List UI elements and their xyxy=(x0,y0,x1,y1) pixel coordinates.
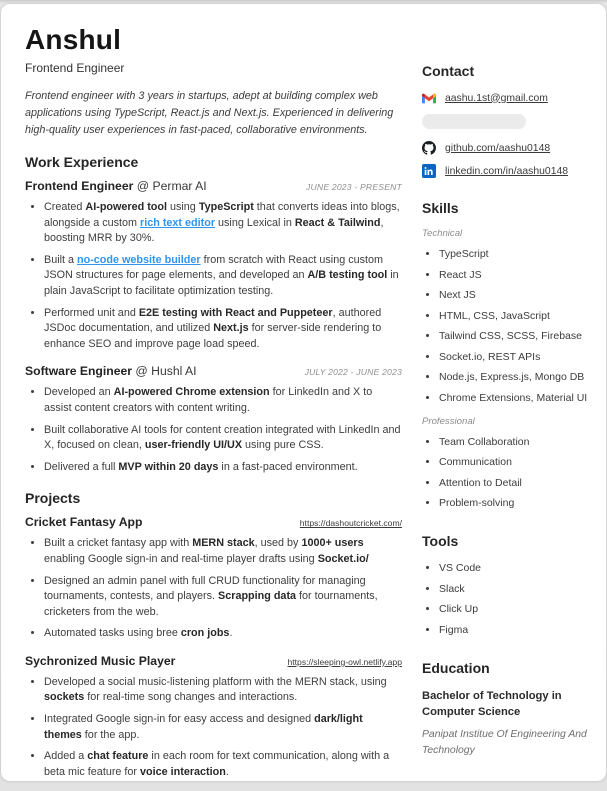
job-role: Software Engineer xyxy=(25,364,133,379)
sidebar xyxy=(422,22,590,773)
bullet-item xyxy=(44,385,402,416)
skill-item: • HTML, CSS, JavaScript xyxy=(439,310,590,322)
tool-item: • Figma xyxy=(439,624,590,636)
text-segment: for the app. xyxy=(81,728,140,741)
text-segment: Performed unit and xyxy=(44,306,139,319)
text-segment: voice interaction xyxy=(140,765,226,778)
bullet-item xyxy=(44,536,402,567)
text-segment: Integrated Google sign-in for easy access and designed xyxy=(44,713,315,726)
contact-heading: Contact xyxy=(422,63,475,79)
inline-link[interactable]: rich text editor xyxy=(140,216,216,229)
bullet-item xyxy=(44,749,402,780)
text-segment: user-friendly UI/UX xyxy=(144,439,243,452)
project-entry xyxy=(25,515,402,642)
contact-link[interactable]: github.com/aashu0148 xyxy=(445,142,551,154)
text-segment: Created xyxy=(44,201,86,213)
project-bullets xyxy=(25,536,402,642)
tool-item: • Slack xyxy=(439,583,590,595)
text-segment: TypeScript xyxy=(198,201,254,213)
text-segment: using Lexical in xyxy=(215,216,295,229)
skill-item: • TypeScript xyxy=(439,248,590,260)
text-segment: Delivered a full xyxy=(44,460,119,473)
candidate-name: Anshul xyxy=(25,24,122,55)
text-segment: MERN stack xyxy=(192,537,255,550)
project-name: Cricket Fantasy App xyxy=(25,515,143,530)
text-segment: Automated tasks using bree xyxy=(44,627,181,640)
project-bullets xyxy=(25,675,402,781)
text-segment: , authored JSDoc documentation, and utilized xyxy=(44,306,382,335)
job-company: @ Hushl AI xyxy=(132,364,197,379)
project-entry xyxy=(25,654,402,781)
text-segment: for real-time song changes and interactions. xyxy=(84,691,298,704)
contact-link[interactable]: linkedin.com/in/aashu0148 xyxy=(445,165,569,177)
skill-item: • Node.js, Express.js, Mongo DB xyxy=(439,371,590,383)
work-entries xyxy=(25,179,402,475)
main-column xyxy=(25,22,402,778)
bullet-item xyxy=(44,200,402,247)
text-segment: . xyxy=(229,627,233,640)
skills-list xyxy=(422,248,590,404)
skill-item: • Socket.io, REST APIs xyxy=(439,351,590,363)
projects-heading: Projects xyxy=(25,490,81,507)
job-entry xyxy=(25,179,402,352)
bullet-item xyxy=(44,253,402,300)
text-segment: A/B testing tool xyxy=(307,269,388,282)
text-segment: Built a cricket fantasy app with xyxy=(44,537,193,550)
project-entries xyxy=(25,515,402,780)
text-segment: enabling Google sign-in and real-time player drafts using xyxy=(44,552,318,565)
skill-item: • Problem-solving xyxy=(439,497,590,509)
contact-link[interactable]: aashu.1st@gmail.com xyxy=(445,92,548,104)
tool-item: • VS Code xyxy=(439,562,590,574)
contact-item xyxy=(422,141,590,155)
text-segment: Scrapping data xyxy=(218,590,297,603)
education-degree: Bachelor of Technology in Computer Science xyxy=(422,689,562,718)
gmail-icon xyxy=(422,91,436,105)
tools-list xyxy=(422,562,590,636)
bullet-item xyxy=(44,460,402,476)
text-segment: dark/light themes xyxy=(44,713,363,741)
text-segment: for server-side rendering to enhance SEO and improve page load speed. xyxy=(44,322,382,350)
text-segment: from scratch with React using custom JSON structures for page elements, and developed an xyxy=(44,253,384,282)
text-segment: Built collaborative AI tools for content creation integrated with LinkedIn and X, focused on clean, xyxy=(44,423,401,452)
job-company: @ Permar AI xyxy=(133,179,207,193)
redacted-phone xyxy=(422,114,526,129)
text-segment: MVP within 20 days xyxy=(118,460,219,473)
text-segment: Added a xyxy=(44,750,88,763)
text-segment: in plain JavaScript to facilitate optimization testing. xyxy=(44,269,399,297)
text-segment: Socket.io/ xyxy=(317,552,369,565)
contact-item xyxy=(422,91,590,105)
project-header xyxy=(25,515,402,529)
skill-item: • Attention to Detail xyxy=(439,477,590,489)
text-segment: 1000+ users xyxy=(301,537,364,550)
summary-text: Frontend engineer with 3 years in startups, adept at building complex web applications using TypeScript, React.js and Next.js. Experienced in delivering high-quality user experiences in fast-paced, collaborative environments. xyxy=(25,90,394,136)
text-segment: AI-powered Chrome extension xyxy=(113,386,270,399)
text-segment: that converts ideas into blogs, alongside a custom xyxy=(44,201,400,229)
skill-item: • Chrome Extensions, Material UI xyxy=(439,392,590,404)
work-experience-heading: Work Experience xyxy=(25,154,139,170)
project-link[interactable]: https://sleeping-owl.netlify.app xyxy=(287,656,402,667)
text-segment: chat feature xyxy=(87,750,149,763)
job-role: Frontend Engineer xyxy=(25,179,134,193)
text-segment: in each room for text communication, along with a beta mic feature for xyxy=(44,750,390,778)
candidate-title: Frontend Engineer xyxy=(25,61,125,75)
education-school: Panipat Institue Of Engineering And Technology xyxy=(422,728,587,756)
job-dates: JULY 2022 - JUNE 2023 xyxy=(304,367,402,378)
text-segment: in a fast-paced environment. xyxy=(218,460,358,473)
text-segment: React & Tailwind xyxy=(294,216,381,229)
bullet-item xyxy=(44,675,402,706)
text-segment: Developed a social music-listening platform with the MERN stack, using xyxy=(44,675,387,688)
resume-page xyxy=(1,4,606,781)
bullet-item xyxy=(44,306,402,353)
skill-item: • Communication xyxy=(439,456,590,468)
skills-list xyxy=(422,436,590,510)
text-segment: E2E testing with React and Puppeteer xyxy=(138,306,333,319)
text-segment: using pure CSS. xyxy=(242,439,324,452)
skill-item: • React JS xyxy=(439,269,590,281)
skills-groups xyxy=(422,228,590,509)
text-segment: , used by xyxy=(254,537,302,550)
job-bullets xyxy=(25,200,402,352)
text-segment: . xyxy=(225,765,229,778)
skill-item: • Tailwind CSS, SCSS, Firebase xyxy=(439,330,590,342)
job-entry xyxy=(25,364,402,475)
text-segment: Developed an xyxy=(44,386,114,399)
job-dates: JUNE 2023 - PRESENT xyxy=(306,182,402,192)
bullet-item xyxy=(44,574,402,621)
job-header xyxy=(25,364,402,378)
text-segment: Next.js xyxy=(213,322,249,335)
text-segment: , boosting MRR by 30%. xyxy=(44,216,384,245)
project-link[interactable]: https://dashoutcricket.com/ xyxy=(299,518,402,529)
bullet-item xyxy=(44,712,402,743)
text-segment: using xyxy=(167,201,199,213)
job-header xyxy=(25,179,402,193)
skills-group-label: Professional xyxy=(422,415,475,427)
project-name: Sychronized Music Player xyxy=(25,653,176,668)
text-segment: Built a xyxy=(44,253,78,266)
tool-item: • Click Up xyxy=(439,603,590,615)
contact-item xyxy=(422,164,590,178)
skill-item: • Team Collaboration xyxy=(439,436,590,448)
text-segment: for LinkedIn and X to assist content creators with content writing. xyxy=(44,386,373,414)
bullet-item xyxy=(44,423,402,454)
job-bullets xyxy=(25,385,402,475)
skills-group-label: Technical xyxy=(422,228,463,239)
skills-heading: Skills xyxy=(422,200,459,216)
project-header xyxy=(25,654,402,668)
text-segment: AI-powered tool xyxy=(85,201,167,213)
bullet-item xyxy=(44,626,402,642)
inline-link[interactable]: no-code website builder xyxy=(77,253,201,266)
text-segment: Designed an admin panel with full CRUD functionality for managing tournaments, contests, and players. xyxy=(44,574,366,603)
tools-heading: Tools xyxy=(422,533,459,549)
github-icon xyxy=(422,141,436,155)
text-segment: sockets xyxy=(44,691,85,704)
education-heading: Education xyxy=(422,659,490,676)
skill-item: • Next JS xyxy=(439,289,590,301)
linkedin-icon xyxy=(422,164,436,178)
text-segment: for tournaments, cricketers from the web. xyxy=(44,590,378,618)
contact-list xyxy=(422,91,590,178)
text-segment: cron jobs xyxy=(180,627,230,640)
